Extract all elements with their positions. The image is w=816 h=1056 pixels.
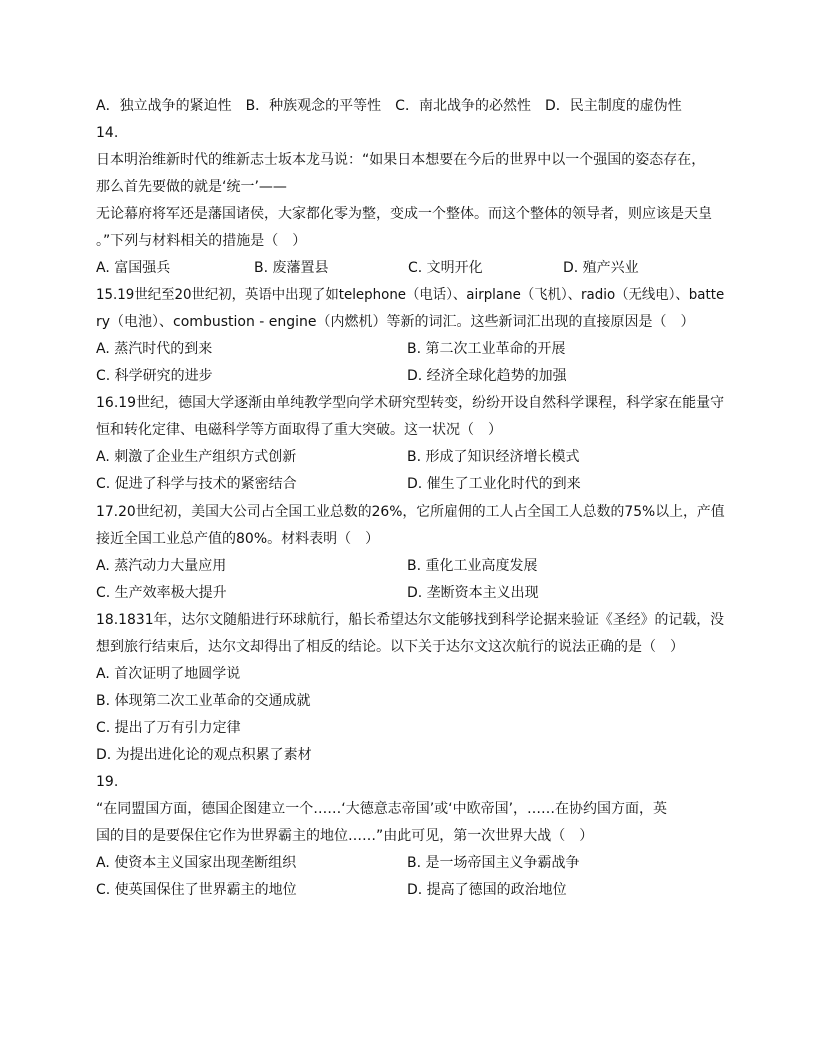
q17-option-a: A. 蒸汽动力大量应用 — [96, 558, 227, 574]
q15-option-d: D. 经济全球化趋势的加强 — [407, 368, 567, 384]
q18-option-c: C. 提出了万有引力定律 — [96, 720, 241, 736]
q16-stem-line-1: 16.19世纪，德国大学逐渐由单纯教学型向学术研究型转变，纷纷开设自然科学课程，科学家在能量守 — [96, 395, 725, 411]
q19-stem-line-1: “在同盟国方面，德国企图建立一个……‘大德意志帝国’或‘中欧帝国’，……在协约国方面，英 — [96, 801, 668, 817]
q13-options-line: A．独立战争的紧迫性 B．种族观念的平等性 C．南北战争的必然性 D．民主制度的虚伪性 — [96, 98, 682, 114]
q14-option-b: B. 废藩置县 — [254, 260, 329, 276]
q15-stem-line-2: ry（电池）、combustion - engine（内燃机）等新的词汇。这些新词汇出现的直接原因是（ ） — [96, 314, 695, 330]
q16-option-a: A. 刺激了企业生产组织方式创新 — [96, 449, 297, 465]
q16-option-b: B. 形成了知识经济增长模式 — [407, 449, 580, 465]
q14-stem-line-4: 。”下列与材料相关的措施是（ ） — [96, 233, 307, 249]
q18-option-b: B. 体现第二次工业革命的交通成就 — [96, 693, 311, 709]
q19-option-c: C. 使英国保住了世界霸主的地位 — [96, 882, 297, 898]
q15-option-b: B. 第二次工业革命的开展 — [407, 341, 566, 357]
q15-stem-line-1: 15.19世纪至20世纪初，英语中出现了如telephone（电话）、airplane（飞机）、radio（无线电）、batte — [96, 287, 725, 303]
q15-option-c: C. 科学研究的进步 — [96, 368, 213, 384]
q18-option-d: D. 为提出进化论的观点积累了素材 — [96, 747, 312, 763]
q14-stem-line-1: 日本明治维新时代的维新志士坂本龙马说：“如果日本想要在今后的世界中以一个强国的姿态存在， — [96, 152, 706, 168]
q14-option-d: D. 殖产兴业 — [563, 260, 639, 276]
q18-option-a: A. 首次证明了地圆学说 — [96, 666, 241, 682]
q17-stem-line-2: 接近全国工业总产值的80%。材料表明（ ） — [96, 531, 380, 547]
q17-stem-line-1: 17.20世纪初，美国大公司占全国工业总数的26%，它所雇佣的工人占全国工人总数的75%以上，产值 — [96, 504, 725, 520]
q15-option-a: A. 蒸汽时代的到来 — [96, 341, 213, 357]
q19-number: 19. — [96, 774, 119, 790]
q14-option-c: C. 文明开化 — [408, 260, 483, 276]
q19-option-b: B. 是一场帝国主义争霸战争 — [407, 855, 580, 871]
q19-stem-line-2: 国的目的是要保住它作为世界霸主的地位……”由此可见，第一次世界大战（ ） — [96, 828, 594, 844]
q16-option-d: D. 催生了工业化时代的到来 — [407, 476, 581, 492]
q19-option-d: D. 提高了德国的政治地位 — [407, 882, 567, 898]
q17-option-c: C. 生产效率极大提升 — [96, 585, 227, 601]
q18-stem-line-2: 想到旅行结束后，达尔文却得出了相反的结论。以下关于达尔文这次航行的说法正确的是（ ） — [96, 639, 684, 655]
q18-stem-line-1: 18.1831年，达尔文随船进行环球航行，船长希望达尔文能够找到科学论据来验证《圣经》的记载，没 — [96, 612, 725, 628]
q14-stem-line-2: 那么首先要做的就是‘统一’—— — [96, 179, 287, 195]
q19-option-a: A. 使资本主义国家出现垄断组织 — [96, 855, 297, 871]
q14-stem-line-3: 无论幕府将军还是藩国诸侯，大家都化零为整，变成一个整体。而这个整体的领导者，则应该是天皇 — [96, 206, 712, 222]
q14-option-a: A. 富国强兵 — [96, 260, 171, 276]
q16-option-c: C. 促进了科学与技术的紧密结合 — [96, 476, 297, 492]
q14-number: 14. — [96, 125, 119, 141]
q17-option-d: D. 垄断资本主义出现 — [407, 585, 539, 601]
q17-option-b: B. 重化工业高度发展 — [407, 558, 538, 574]
q16-stem-line-2: 恒和转化定律、电磁科学等方面取得了重大突破。这一状况（ ） — [96, 422, 502, 438]
